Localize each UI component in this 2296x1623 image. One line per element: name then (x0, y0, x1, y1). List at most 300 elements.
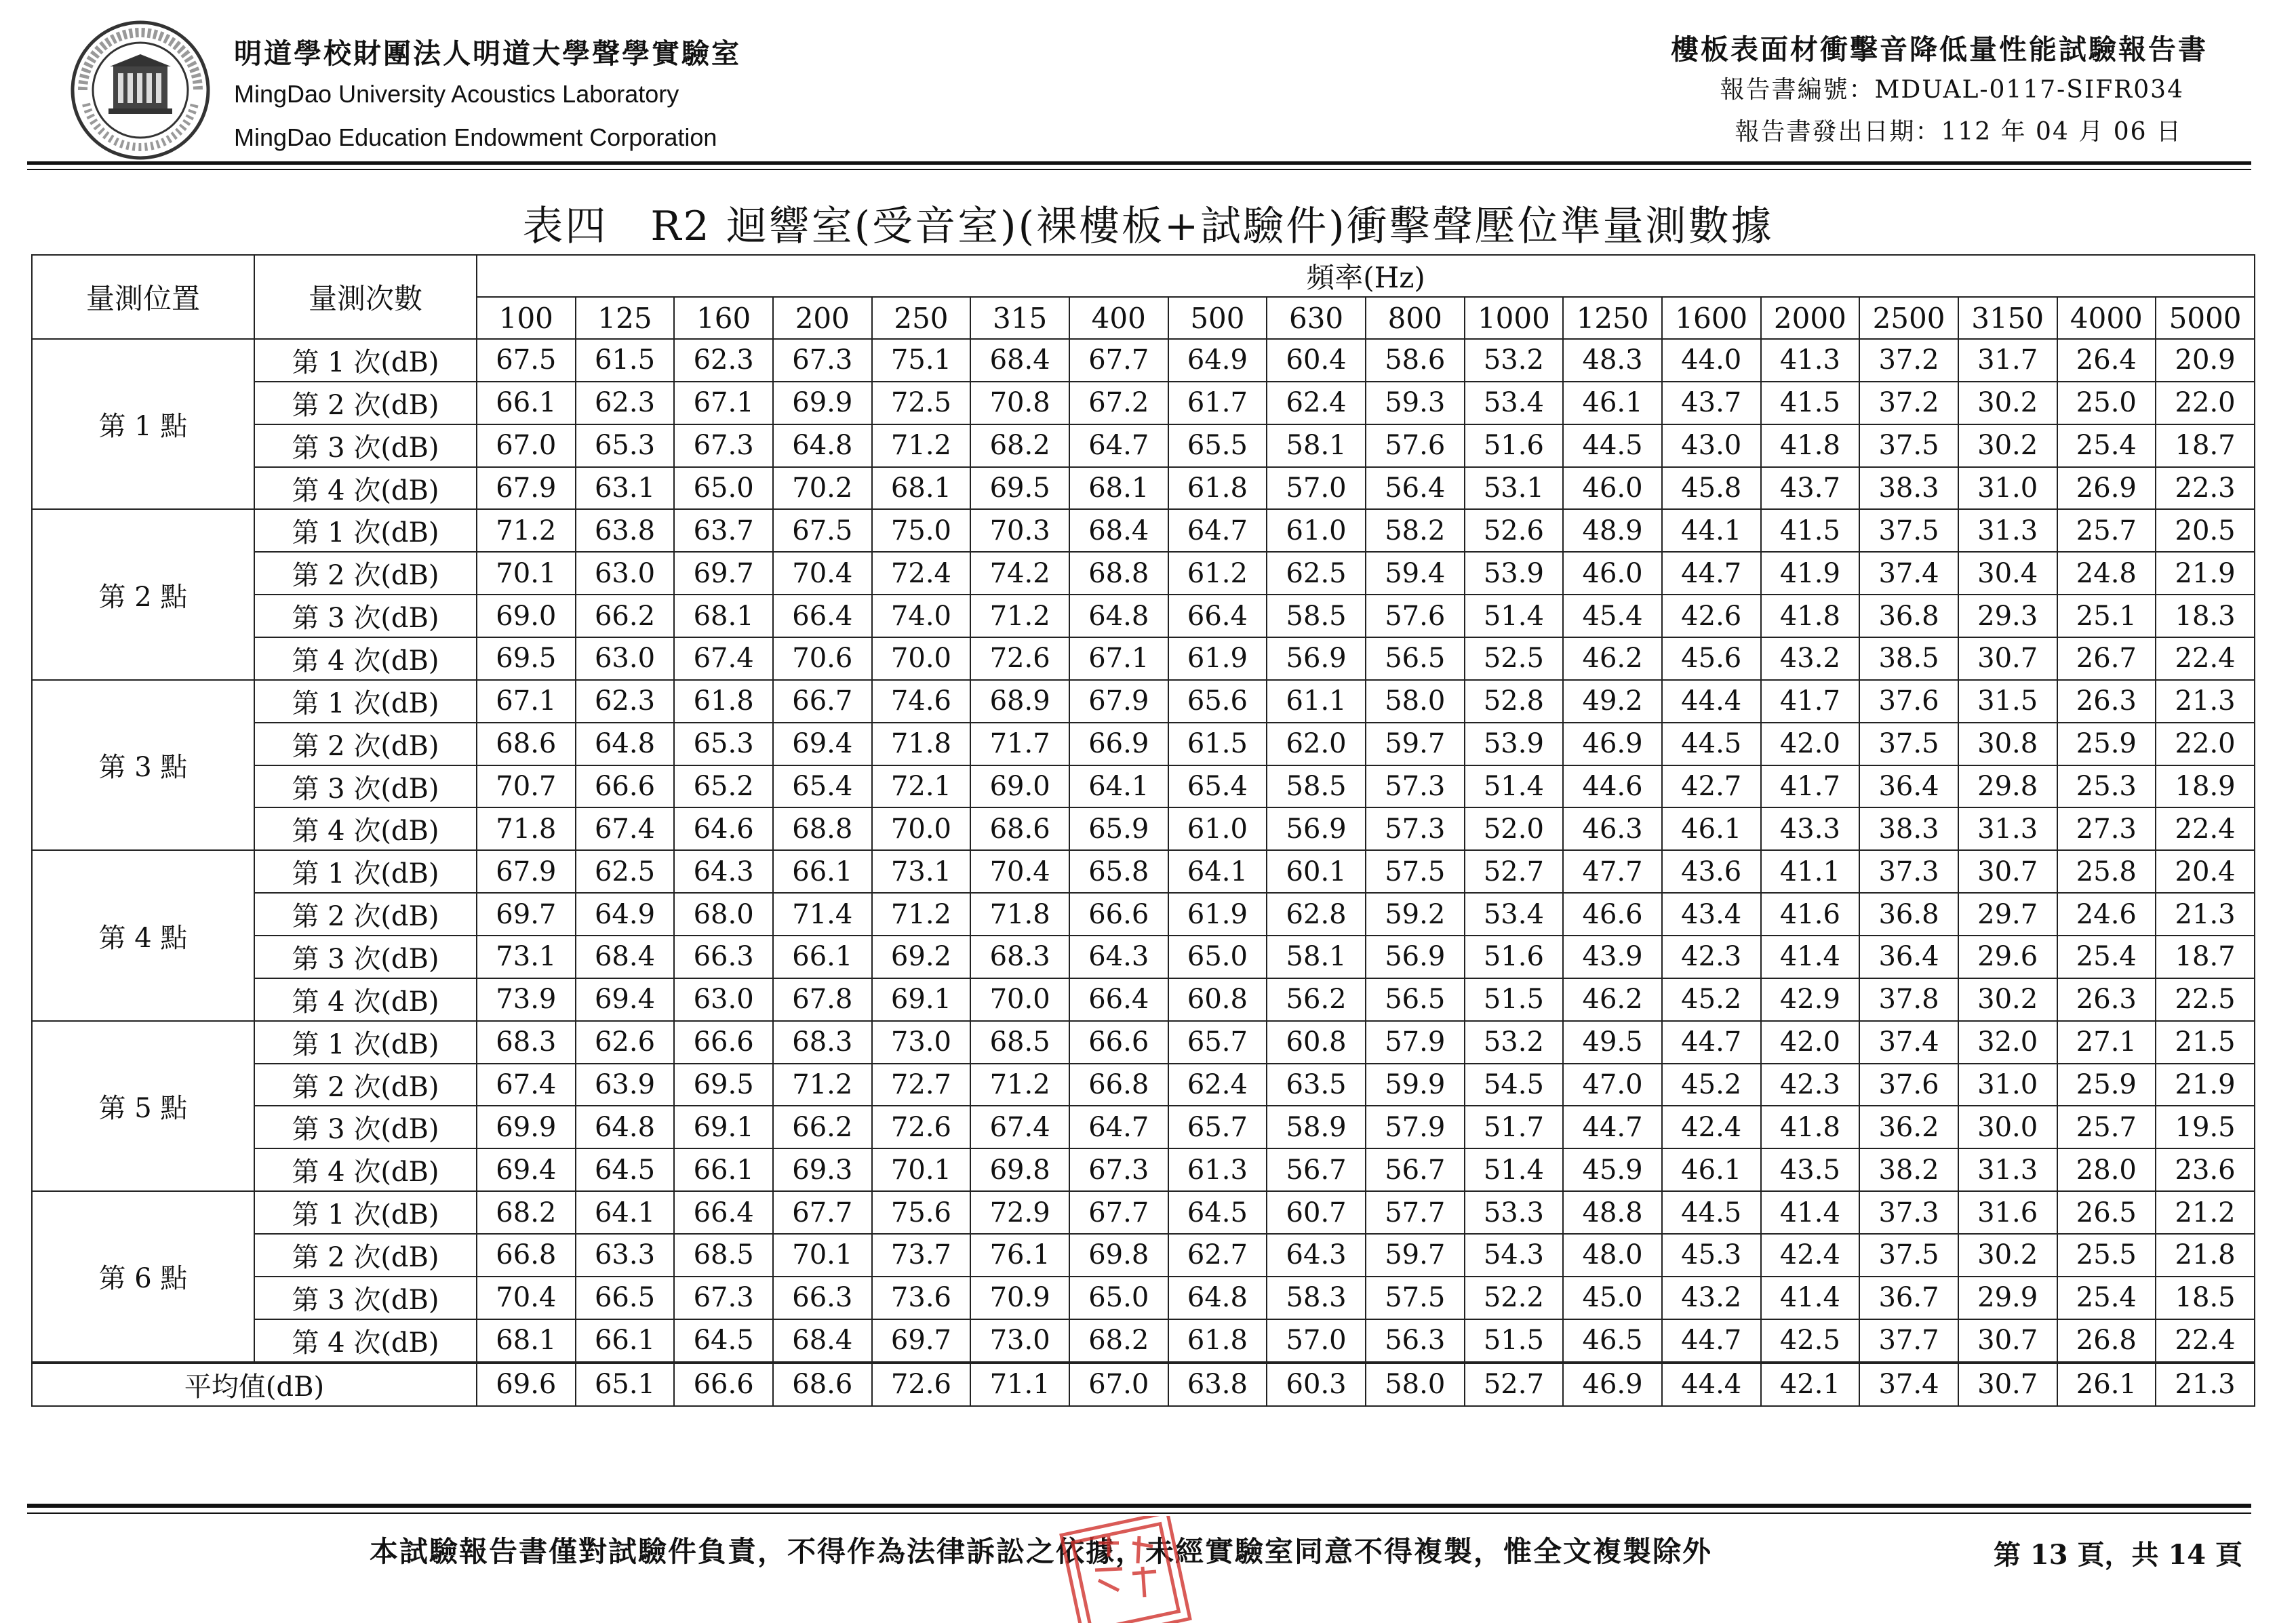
value-cell: 69.5 (477, 637, 576, 680)
value-cell: 27.3 (2057, 807, 2156, 850)
count-label: 第 4 次(dB) (254, 1319, 477, 1363)
value-cell: 45.3 (1662, 1234, 1761, 1277)
value-cell: 63.3 (576, 1234, 675, 1277)
value-cell: 46.9 (1563, 723, 1662, 765)
value-cell: 46.1 (1662, 1148, 1761, 1191)
value-cell: 72.9 (970, 1191, 1069, 1234)
value-cell: 44.5 (1662, 1191, 1761, 1234)
value-cell: 26.9 (2057, 467, 2156, 510)
value-cell: 58.1 (1267, 936, 1366, 978)
count-label: 第 3 次(dB) (254, 936, 477, 978)
value-cell: 60.1 (1267, 850, 1366, 893)
value-cell: 66.2 (773, 1106, 872, 1148)
value-cell: 63.0 (576, 637, 675, 680)
value-cell: 37.5 (1859, 509, 1958, 552)
freq-header-cell: 2000 (1761, 297, 1860, 339)
table-row (32, 936, 2255, 978)
org-name-en-corp: MingDao Education Endowment Corporation (234, 123, 717, 151)
value-cell: 36.8 (1859, 893, 1958, 936)
value-cell: 30.7 (1958, 850, 2057, 893)
count-label: 第 1 次(dB) (254, 509, 477, 552)
count-label: 第 3 次(dB) (254, 765, 477, 808)
value-cell: 68.4 (1069, 509, 1168, 552)
value-cell: 22.0 (2156, 723, 2255, 765)
value-cell: 60.7 (1267, 1191, 1366, 1234)
value-cell: 25.7 (2057, 509, 2156, 552)
value-cell: 20.9 (2156, 339, 2255, 382)
value-cell: 65.7 (1168, 1021, 1267, 1064)
count-label: 第 4 次(dB) (254, 978, 477, 1021)
value-cell: 64.6 (674, 807, 773, 850)
value-cell: 53.9 (1465, 552, 1564, 595)
value-cell: 21.9 (2156, 552, 2255, 595)
value-cell: 59.9 (1366, 1064, 1465, 1106)
value-cell: 65.6 (1168, 680, 1267, 723)
value-cell: 68.1 (1069, 467, 1168, 510)
value-cell: 56.2 (1267, 978, 1366, 1021)
freq-header-cell: 400 (1069, 297, 1168, 339)
value-cell: 58.3 (1267, 1277, 1366, 1319)
value-cell: 43.2 (1662, 1277, 1761, 1319)
value-cell: 67.8 (773, 978, 872, 1021)
value-cell: 74.0 (872, 595, 971, 637)
position-label: 第 5 點 (32, 1021, 254, 1191)
value-cell: 26.3 (2057, 978, 2156, 1021)
value-cell: 70.4 (970, 850, 1069, 893)
value-cell: 66.3 (674, 936, 773, 978)
value-cell: 41.5 (1761, 509, 1860, 552)
value-cell: 41.7 (1761, 680, 1860, 723)
value-cell: 64.1 (1168, 850, 1267, 893)
value-cell: 36.7 (1859, 1277, 1958, 1319)
value-cell: 63.0 (674, 978, 773, 1021)
value-cell: 68.2 (1069, 1319, 1168, 1363)
value-cell: 61.8 (1168, 467, 1267, 510)
value-cell: 42.0 (1761, 723, 1860, 765)
value-cell: 65.3 (674, 723, 773, 765)
value-cell: 56.3 (1366, 1319, 1465, 1363)
value-cell: 45.8 (1662, 467, 1761, 510)
value-cell: 51.5 (1465, 1319, 1564, 1363)
value-cell: 69.7 (872, 1319, 971, 1363)
table-row (32, 382, 2255, 424)
value-cell: 25.1 (2057, 595, 2156, 637)
value-cell: 21.5 (2156, 1021, 2255, 1064)
value-cell: 41.9 (1761, 552, 1860, 595)
value-cell: 68.8 (1069, 552, 1168, 595)
table-row (32, 1234, 2255, 1277)
count-label: 第 3 次(dB) (254, 595, 477, 637)
freq-header-cell: 3150 (1958, 297, 2057, 339)
value-cell: 51.4 (1465, 765, 1564, 808)
value-cell: 53.3 (1465, 1191, 1564, 1234)
value-cell: 61.2 (1168, 552, 1267, 595)
value-cell: 58.2 (1366, 509, 1465, 552)
value-cell: 51.5 (1465, 978, 1564, 1021)
value-cell: 41.8 (1761, 424, 1860, 467)
value-cell: 70.0 (872, 637, 971, 680)
value-cell: 62.4 (1168, 1064, 1267, 1106)
value-cell: 61.8 (674, 680, 773, 723)
value-cell: 41.4 (1761, 1277, 1860, 1319)
value-cell: 37.6 (1859, 1064, 1958, 1106)
value-cell: 42.0 (1761, 1021, 1860, 1064)
count-label: 第 2 次(dB) (254, 893, 477, 936)
value-cell: 61.8 (1168, 1319, 1267, 1363)
value-cell: 65.0 (1168, 936, 1267, 978)
value-cell: 29.9 (1958, 1277, 2057, 1319)
value-cell: 73.7 (872, 1234, 971, 1277)
value-cell: 30.0 (1958, 1106, 2057, 1148)
value-cell: 44.7 (1662, 1319, 1761, 1363)
value-cell: 56.9 (1267, 807, 1366, 850)
org-name-zh: 明道學校財團法人明道大學聲學實驗室 (234, 37, 741, 70)
value-cell: 46.2 (1563, 978, 1662, 1021)
value-cell: 37.2 (1859, 339, 1958, 382)
value-cell: 67.7 (1069, 339, 1168, 382)
value-cell: 26.5 (2057, 1191, 2156, 1234)
value-cell: 71.2 (773, 1064, 872, 1106)
position-label: 第 4 點 (32, 850, 254, 1020)
value-cell: 41.6 (1761, 893, 1860, 936)
value-cell: 56.7 (1267, 1148, 1366, 1191)
average-value-cell: 66.6 (674, 1363, 773, 1406)
value-cell: 64.1 (1069, 765, 1168, 808)
value-cell: 44.0 (1662, 339, 1761, 382)
measurement-table (31, 254, 2255, 1407)
table-row (32, 723, 2255, 765)
value-cell: 37.4 (1859, 552, 1958, 595)
value-cell: 43.9 (1563, 936, 1662, 978)
value-cell: 64.8 (1069, 595, 1168, 637)
value-cell: 64.7 (1168, 509, 1267, 552)
value-cell: 57.5 (1366, 850, 1465, 893)
value-cell: 52.2 (1465, 1277, 1564, 1319)
value-cell: 66.8 (1069, 1064, 1168, 1106)
value-cell: 68.8 (773, 807, 872, 850)
value-cell: 71.2 (970, 595, 1069, 637)
freq-header-cell: 1250 (1563, 297, 1662, 339)
value-cell: 60.8 (1267, 1021, 1366, 1064)
value-cell: 46.5 (1563, 1319, 1662, 1363)
value-cell: 71.7 (970, 723, 1069, 765)
value-cell: 31.7 (1958, 339, 2057, 382)
value-cell: 70.0 (872, 807, 971, 850)
value-cell: 46.6 (1563, 893, 1662, 936)
table-row (32, 1064, 2255, 1106)
average-value-cell: 46.9 (1563, 1363, 1662, 1406)
value-cell: 64.8 (576, 723, 675, 765)
value-cell: 25.4 (2057, 1277, 2156, 1319)
value-cell: 70.9 (970, 1277, 1069, 1319)
value-cell: 66.8 (477, 1234, 576, 1277)
value-cell: 60.8 (1168, 978, 1267, 1021)
table-row (32, 467, 2255, 510)
value-cell: 57.6 (1366, 424, 1465, 467)
value-cell: 67.3 (674, 1277, 773, 1319)
position-label: 第 3 點 (32, 680, 254, 850)
value-cell: 41.4 (1761, 936, 1860, 978)
value-cell: 61.0 (1168, 807, 1267, 850)
value-cell: 61.9 (1168, 893, 1267, 936)
freq-header-cell: 200 (773, 297, 872, 339)
value-cell: 67.0 (477, 424, 576, 467)
value-cell: 46.1 (1563, 382, 1662, 424)
freq-header-cell: 500 (1168, 297, 1267, 339)
value-cell: 37.3 (1859, 850, 1958, 893)
value-cell: 45.9 (1563, 1148, 1662, 1191)
value-cell: 67.9 (1069, 680, 1168, 723)
value-cell: 57.0 (1267, 467, 1366, 510)
value-cell: 46.2 (1563, 637, 1662, 680)
value-cell: 63.7 (674, 509, 773, 552)
value-cell: 71.2 (872, 893, 971, 936)
value-cell: 71.2 (872, 424, 971, 467)
count-label: 第 3 次(dB) (254, 1106, 477, 1148)
value-cell: 27.1 (2057, 1021, 2156, 1064)
value-cell: 64.7 (1069, 424, 1168, 467)
value-cell: 70.1 (477, 552, 576, 595)
value-cell: 25.3 (2057, 765, 2156, 808)
value-cell: 69.4 (477, 1148, 576, 1191)
table-row (32, 1191, 2255, 1234)
value-cell: 43.2 (1761, 637, 1860, 680)
table-row (32, 595, 2255, 637)
count-label: 第 1 次(dB) (254, 680, 477, 723)
table-row (32, 807, 2255, 850)
value-cell: 30.2 (1958, 978, 2057, 1021)
value-cell: 22.5 (2156, 978, 2255, 1021)
value-cell: 45.2 (1662, 1064, 1761, 1106)
value-cell: 48.3 (1563, 339, 1662, 382)
value-cell: 69.8 (970, 1148, 1069, 1191)
value-cell: 56.9 (1267, 637, 1366, 680)
value-cell: 66.1 (674, 1148, 773, 1191)
value-cell: 73.1 (872, 850, 971, 893)
header-position: 量測位置 (32, 255, 254, 339)
value-cell: 72.6 (970, 637, 1069, 680)
value-cell: 72.5 (872, 382, 971, 424)
value-cell: 64.3 (674, 850, 773, 893)
value-cell: 64.3 (1267, 1234, 1366, 1277)
value-cell: 71.2 (477, 509, 576, 552)
count-label: 第 1 次(dB) (254, 1191, 477, 1234)
value-cell: 42.9 (1761, 978, 1860, 1021)
average-value-cell: 69.6 (477, 1363, 576, 1406)
value-cell: 22.3 (2156, 467, 2255, 510)
value-cell: 25.5 (2057, 1234, 2156, 1277)
value-cell: 67.4 (970, 1106, 1069, 1148)
value-cell: 36.8 (1859, 595, 1958, 637)
count-label: 第 2 次(dB) (254, 1234, 477, 1277)
value-cell: 26.7 (2057, 637, 2156, 680)
value-cell: 64.9 (1168, 339, 1267, 382)
value-cell: 53.4 (1465, 893, 1564, 936)
value-cell: 56.5 (1366, 637, 1465, 680)
value-cell: 36.4 (1859, 765, 1958, 808)
value-cell: 68.3 (477, 1021, 576, 1064)
value-cell: 58.0 (1366, 680, 1465, 723)
value-cell: 65.0 (674, 467, 773, 510)
count-label: 第 4 次(dB) (254, 1148, 477, 1191)
value-cell: 61.9 (1168, 637, 1267, 680)
value-cell: 64.3 (1069, 936, 1168, 978)
value-cell: 71.8 (872, 723, 971, 765)
average-value-cell: 71.1 (970, 1363, 1069, 1406)
value-cell: 65.9 (1069, 807, 1168, 850)
value-cell: 26.8 (2057, 1319, 2156, 1363)
value-cell: 67.3 (674, 424, 773, 467)
value-cell: 66.6 (1069, 893, 1168, 936)
value-cell: 63.9 (576, 1064, 675, 1106)
average-value-cell: 63.8 (1168, 1363, 1267, 1406)
value-cell: 41.8 (1761, 1106, 1860, 1148)
table-row (32, 850, 2255, 893)
value-cell: 18.7 (2156, 936, 2255, 978)
average-value-cell: 42.1 (1761, 1363, 1860, 1406)
value-cell: 69.0 (970, 765, 1069, 808)
value-cell: 57.0 (1267, 1319, 1366, 1363)
value-cell: 53.2 (1465, 339, 1564, 382)
value-cell: 69.5 (674, 1064, 773, 1106)
value-cell: 61.7 (1168, 382, 1267, 424)
value-cell: 58.1 (1267, 424, 1366, 467)
count-label: 第 2 次(dB) (254, 1064, 477, 1106)
value-cell: 30.2 (1958, 1234, 2057, 1277)
value-cell: 25.4 (2057, 936, 2156, 978)
value-cell: 51.4 (1465, 1148, 1564, 1191)
value-cell: 69.3 (773, 1148, 872, 1191)
value-cell: 42.4 (1662, 1106, 1761, 1148)
value-cell: 58.5 (1267, 765, 1366, 808)
value-cell: 42.3 (1761, 1064, 1860, 1106)
value-cell: 62.3 (576, 680, 675, 723)
value-cell: 66.1 (576, 1319, 675, 1363)
value-cell: 46.3 (1563, 807, 1662, 850)
value-cell: 62.5 (1267, 552, 1366, 595)
report-number: 報告書編號：MDUAL-0117-SIFR034 (1720, 76, 2184, 104)
value-cell: 53.1 (1465, 467, 1564, 510)
table-row (32, 1148, 2255, 1191)
value-cell: 44.1 (1662, 509, 1761, 552)
freq-header-cell: 1000 (1465, 297, 1564, 339)
value-cell: 53.4 (1465, 382, 1564, 424)
value-cell: 67.7 (1069, 1191, 1168, 1234)
table-row (32, 1319, 2255, 1363)
value-cell: 64.8 (773, 424, 872, 467)
value-cell: 73.9 (477, 978, 576, 1021)
value-cell: 60.4 (1267, 339, 1366, 382)
value-cell: 65.4 (773, 765, 872, 808)
value-cell: 57.9 (1366, 1021, 1465, 1064)
value-cell: 24.6 (2057, 893, 2156, 936)
value-cell: 69.2 (872, 936, 971, 978)
average-value-cell: 52.7 (1465, 1363, 1564, 1406)
value-cell: 47.7 (1563, 850, 1662, 893)
value-cell: 52.7 (1465, 850, 1564, 893)
table-row (32, 552, 2255, 595)
value-cell: 66.1 (773, 850, 872, 893)
value-cell: 37.2 (1859, 382, 1958, 424)
value-cell: 64.1 (576, 1191, 675, 1234)
value-cell: 22.4 (2156, 637, 2255, 680)
value-cell: 46.0 (1563, 467, 1662, 510)
table-row (32, 893, 2255, 936)
value-cell: 71.4 (773, 893, 872, 936)
header-frequency: 頻率(Hz) (477, 255, 2255, 297)
count-label: 第 1 次(dB) (254, 339, 477, 382)
value-cell: 54.3 (1465, 1234, 1564, 1277)
value-cell: 65.7 (1168, 1106, 1267, 1148)
value-cell: 57.3 (1366, 807, 1465, 850)
value-cell: 25.9 (2057, 1064, 2156, 1106)
red-lab-stamp (1058, 1516, 1193, 1623)
value-cell: 18.3 (2156, 595, 2255, 637)
value-cell: 66.7 (773, 680, 872, 723)
report-date: 報告書發出日期：112 年 04 月 06 日 (1735, 118, 2182, 146)
value-cell: 52.6 (1465, 509, 1564, 552)
value-cell: 29.3 (1958, 595, 2057, 637)
value-cell: 43.4 (1662, 893, 1761, 936)
value-cell: 44.7 (1563, 1106, 1662, 1148)
count-label: 第 4 次(dB) (254, 637, 477, 680)
value-cell: 21.3 (2156, 893, 2255, 936)
value-cell: 62.0 (1267, 723, 1366, 765)
value-cell: 76.1 (970, 1234, 1069, 1277)
value-cell: 56.5 (1366, 978, 1465, 1021)
count-label: 第 3 次(dB) (254, 1277, 477, 1319)
value-cell: 46.0 (1563, 552, 1662, 595)
value-cell: 36.4 (1859, 936, 1958, 978)
value-cell: 20.5 (2156, 509, 2255, 552)
average-value-cell: 30.7 (1958, 1363, 2057, 1406)
value-cell: 25.7 (2057, 1106, 2156, 1148)
value-cell: 63.5 (1267, 1064, 1366, 1106)
value-cell: 37.5 (1859, 424, 1958, 467)
value-cell: 29.6 (1958, 936, 2057, 978)
value-cell: 42.7 (1662, 765, 1761, 808)
freq-header-cell: 160 (674, 297, 773, 339)
position-label: 第 1 點 (32, 339, 254, 509)
value-cell: 63.0 (576, 552, 675, 595)
value-cell: 31.0 (1958, 467, 2057, 510)
value-cell: 43.6 (1662, 850, 1761, 893)
footer-disclaimer: 本試驗報告書僅對試驗件負責，不得作為法律訴訟之依據，未經實驗室同意不得複製，惟全文複製除外 (370, 1535, 1713, 1568)
value-cell: 18.5 (2156, 1277, 2255, 1319)
value-cell: 69.8 (1069, 1234, 1168, 1277)
value-cell: 66.1 (773, 936, 872, 978)
value-cell: 67.4 (477, 1064, 576, 1106)
value-cell: 41.5 (1761, 382, 1860, 424)
value-cell: 22.4 (2156, 1319, 2255, 1363)
value-cell: 66.6 (1069, 1021, 1168, 1064)
freq-header-cell: 4000 (2057, 297, 2156, 339)
average-value-cell: 65.1 (576, 1363, 675, 1406)
value-cell: 72.1 (872, 765, 971, 808)
value-cell: 69.1 (674, 1106, 773, 1148)
value-cell: 30.2 (1958, 382, 2057, 424)
value-cell: 37.8 (1859, 978, 1958, 1021)
org-name-en-lab: MingDao University Acoustics Laboratory (234, 80, 679, 108)
value-cell: 42.3 (1662, 936, 1761, 978)
value-cell: 68.3 (970, 936, 1069, 978)
value-cell: 69.7 (477, 893, 576, 936)
value-cell: 57.3 (1366, 765, 1465, 808)
value-cell: 73.0 (970, 1319, 1069, 1363)
value-cell: 43.7 (1761, 467, 1860, 510)
value-cell: 28.0 (2057, 1148, 2156, 1191)
value-cell: 26.4 (2057, 339, 2156, 382)
